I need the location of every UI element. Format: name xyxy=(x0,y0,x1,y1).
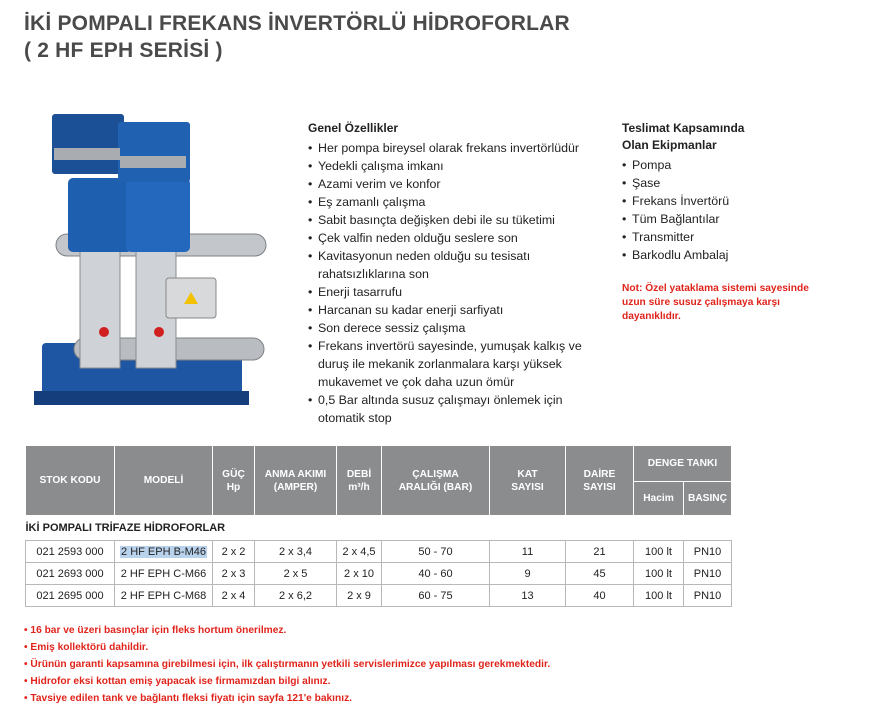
delivery-item: • Şase xyxy=(622,174,832,192)
cell-floor: 13 xyxy=(490,585,566,607)
feature-item: • Her pompa bireysel olarak frekans invertörlüdür xyxy=(308,139,593,157)
cell-flat: 45 xyxy=(566,563,634,585)
cell-current: 2 x 6,2 xyxy=(255,585,337,607)
feature-item: • Çek valfin neden olduğu seslere son xyxy=(308,229,593,247)
table-row xyxy=(26,563,732,585)
delivery-item: • Frekans İnvertörü xyxy=(622,192,832,210)
cell-current: 2 x 5 xyxy=(255,563,337,585)
cell-stock: 021 2593 000 xyxy=(26,541,115,563)
feature-item: • Eş zamanlı çalışma xyxy=(308,193,593,211)
cell-range: 50 - 70 xyxy=(382,541,490,563)
cell-range: 40 - 60 xyxy=(382,563,490,585)
feature-item: • Kavitasyonun neden olduğu su tesisatı rahatsızlıklarına son xyxy=(308,247,593,283)
cell-floor: 9 xyxy=(490,563,566,585)
cell-model: 2 HF EPH C-M66 xyxy=(115,563,213,585)
cell-current: 2 x 3,4 xyxy=(255,541,337,563)
col-current: ANMA AKIMI (AMPER) xyxy=(255,446,337,516)
col-stock-code: STOK KODU xyxy=(26,446,115,516)
delivery-heading: Teslimat Kapsamında Olan Ekipmanlar xyxy=(622,121,745,152)
cell-power: 2 x 4 xyxy=(213,585,255,607)
col-flat: DAİRE SAYISI xyxy=(566,446,634,516)
footnote: • Ürünün garanti kapsamına girebilmesi için, ilk çalıştırmanın yetkili servislerimizce yapılması gerekmektedir. xyxy=(24,656,550,673)
page-title xyxy=(24,10,570,64)
cell-volume: 100 lt xyxy=(634,585,684,607)
col-flow: DEBİ m³/h xyxy=(337,446,382,516)
cell-range: 60 - 75 xyxy=(382,585,490,607)
product-table xyxy=(25,445,732,607)
cell-pressure: PN10 xyxy=(684,541,732,563)
cell-stock: 021 2695 000 xyxy=(26,585,115,607)
cell-floor: 11 xyxy=(490,541,566,563)
delivery-item: • Pompa xyxy=(622,156,832,174)
cell-flow: 2 x 10 xyxy=(337,563,382,585)
feature-item: • Azami verim ve konfor xyxy=(308,175,593,193)
footnote: • 16 bar ve üzeri basınçlar için fleks hortum önerilmez. xyxy=(24,622,550,639)
title-line-1: İKİ POMPALI FREKANS İNVERTÖRLÜ HİDROFORLAR xyxy=(24,12,570,35)
cell-flow: 2 x 4,5 xyxy=(337,541,382,563)
cell-model: 2 HF EPH C-M68 xyxy=(115,585,213,607)
col-model: MODELİ xyxy=(115,446,213,516)
cell-flat: 40 xyxy=(566,585,634,607)
cell-stock: 021 2693 000 xyxy=(26,563,115,585)
col-volume: Hacim xyxy=(634,482,684,516)
col-power: GÜÇ Hp xyxy=(213,446,255,516)
feature-item: • Enerji tasarrufu xyxy=(308,283,593,301)
footnote: • Emiş kollektörü dahildir. xyxy=(24,639,550,656)
delivery-scope xyxy=(622,120,832,324)
col-pressure: BASINÇ xyxy=(684,482,732,516)
general-features xyxy=(308,120,593,427)
feature-item: • Son derece sessiz çalışma xyxy=(308,319,593,337)
cell-volume: 100 lt xyxy=(634,563,684,585)
table-row xyxy=(26,541,732,563)
delivery-item: • Barkodlu Ambalaj xyxy=(622,246,832,264)
table-row xyxy=(26,585,732,607)
cell-power: 2 x 2 xyxy=(213,541,255,563)
cell-model xyxy=(115,541,213,563)
col-range: ÇALIŞMA ARALIĞI (BAR) xyxy=(382,446,490,516)
feature-item: • Yedekli çalışma imkanı xyxy=(308,157,593,175)
cell-flat: 21 xyxy=(566,541,634,563)
footnote: • Tavsiye edilen tank ve bağlantı fleksi fiyatı için sayfa 121'e bakınız. xyxy=(24,690,550,707)
col-floor: KAT SAYISI xyxy=(490,446,566,516)
general-features-heading: Genel Özellikler xyxy=(308,121,399,135)
feature-item: • Frekans invertörü sayesinde, yumuşak kalkış ve duruş ile mekanik zorlanmalara karşı yüksek mukavemet ve çok daha uzun ömür xyxy=(308,337,593,391)
booster-pump-illustration xyxy=(34,108,274,413)
feature-item: • Harcanan su kadar enerji sarfiyatı xyxy=(308,301,593,319)
col-tank-group: DENGE TANKI xyxy=(634,446,732,482)
delivery-item: • Tüm Bağlantılar xyxy=(622,210,832,228)
cell-power: 2 x 3 xyxy=(213,563,255,585)
selected-model-text[interactable]: 2 HF EPH B-M46 xyxy=(121,545,206,558)
cell-flow: 2 x 9 xyxy=(337,585,382,607)
footnote: • Hidrofor eksi kottan emiş yapacak ise firmamızdan bilgi alınız. xyxy=(24,673,550,690)
title-line-2: ( 2 HF EPH SERİSİ ) xyxy=(24,39,223,62)
feature-item: • 0,5 Bar altında susuz çalışmayı önlemek için otomatik stop xyxy=(308,391,593,427)
footnotes xyxy=(24,622,550,707)
delivery-note: Not: Özel yataklama sistemi sayesinde uzun süre susuz çalışmaya karşı dayanıklıdır. xyxy=(622,283,809,322)
feature-item: • Sabit basınçta değişken debi ile su tüketimi xyxy=(308,211,593,229)
table-section-title: İKİ POMPALI TRİFAZE HİDROFORLAR xyxy=(25,522,226,534)
delivery-item: • Transmitter xyxy=(622,228,832,246)
cell-pressure: PN10 xyxy=(684,585,732,607)
cell-volume: 100 lt xyxy=(634,541,684,563)
cell-pressure: PN10 xyxy=(684,563,732,585)
